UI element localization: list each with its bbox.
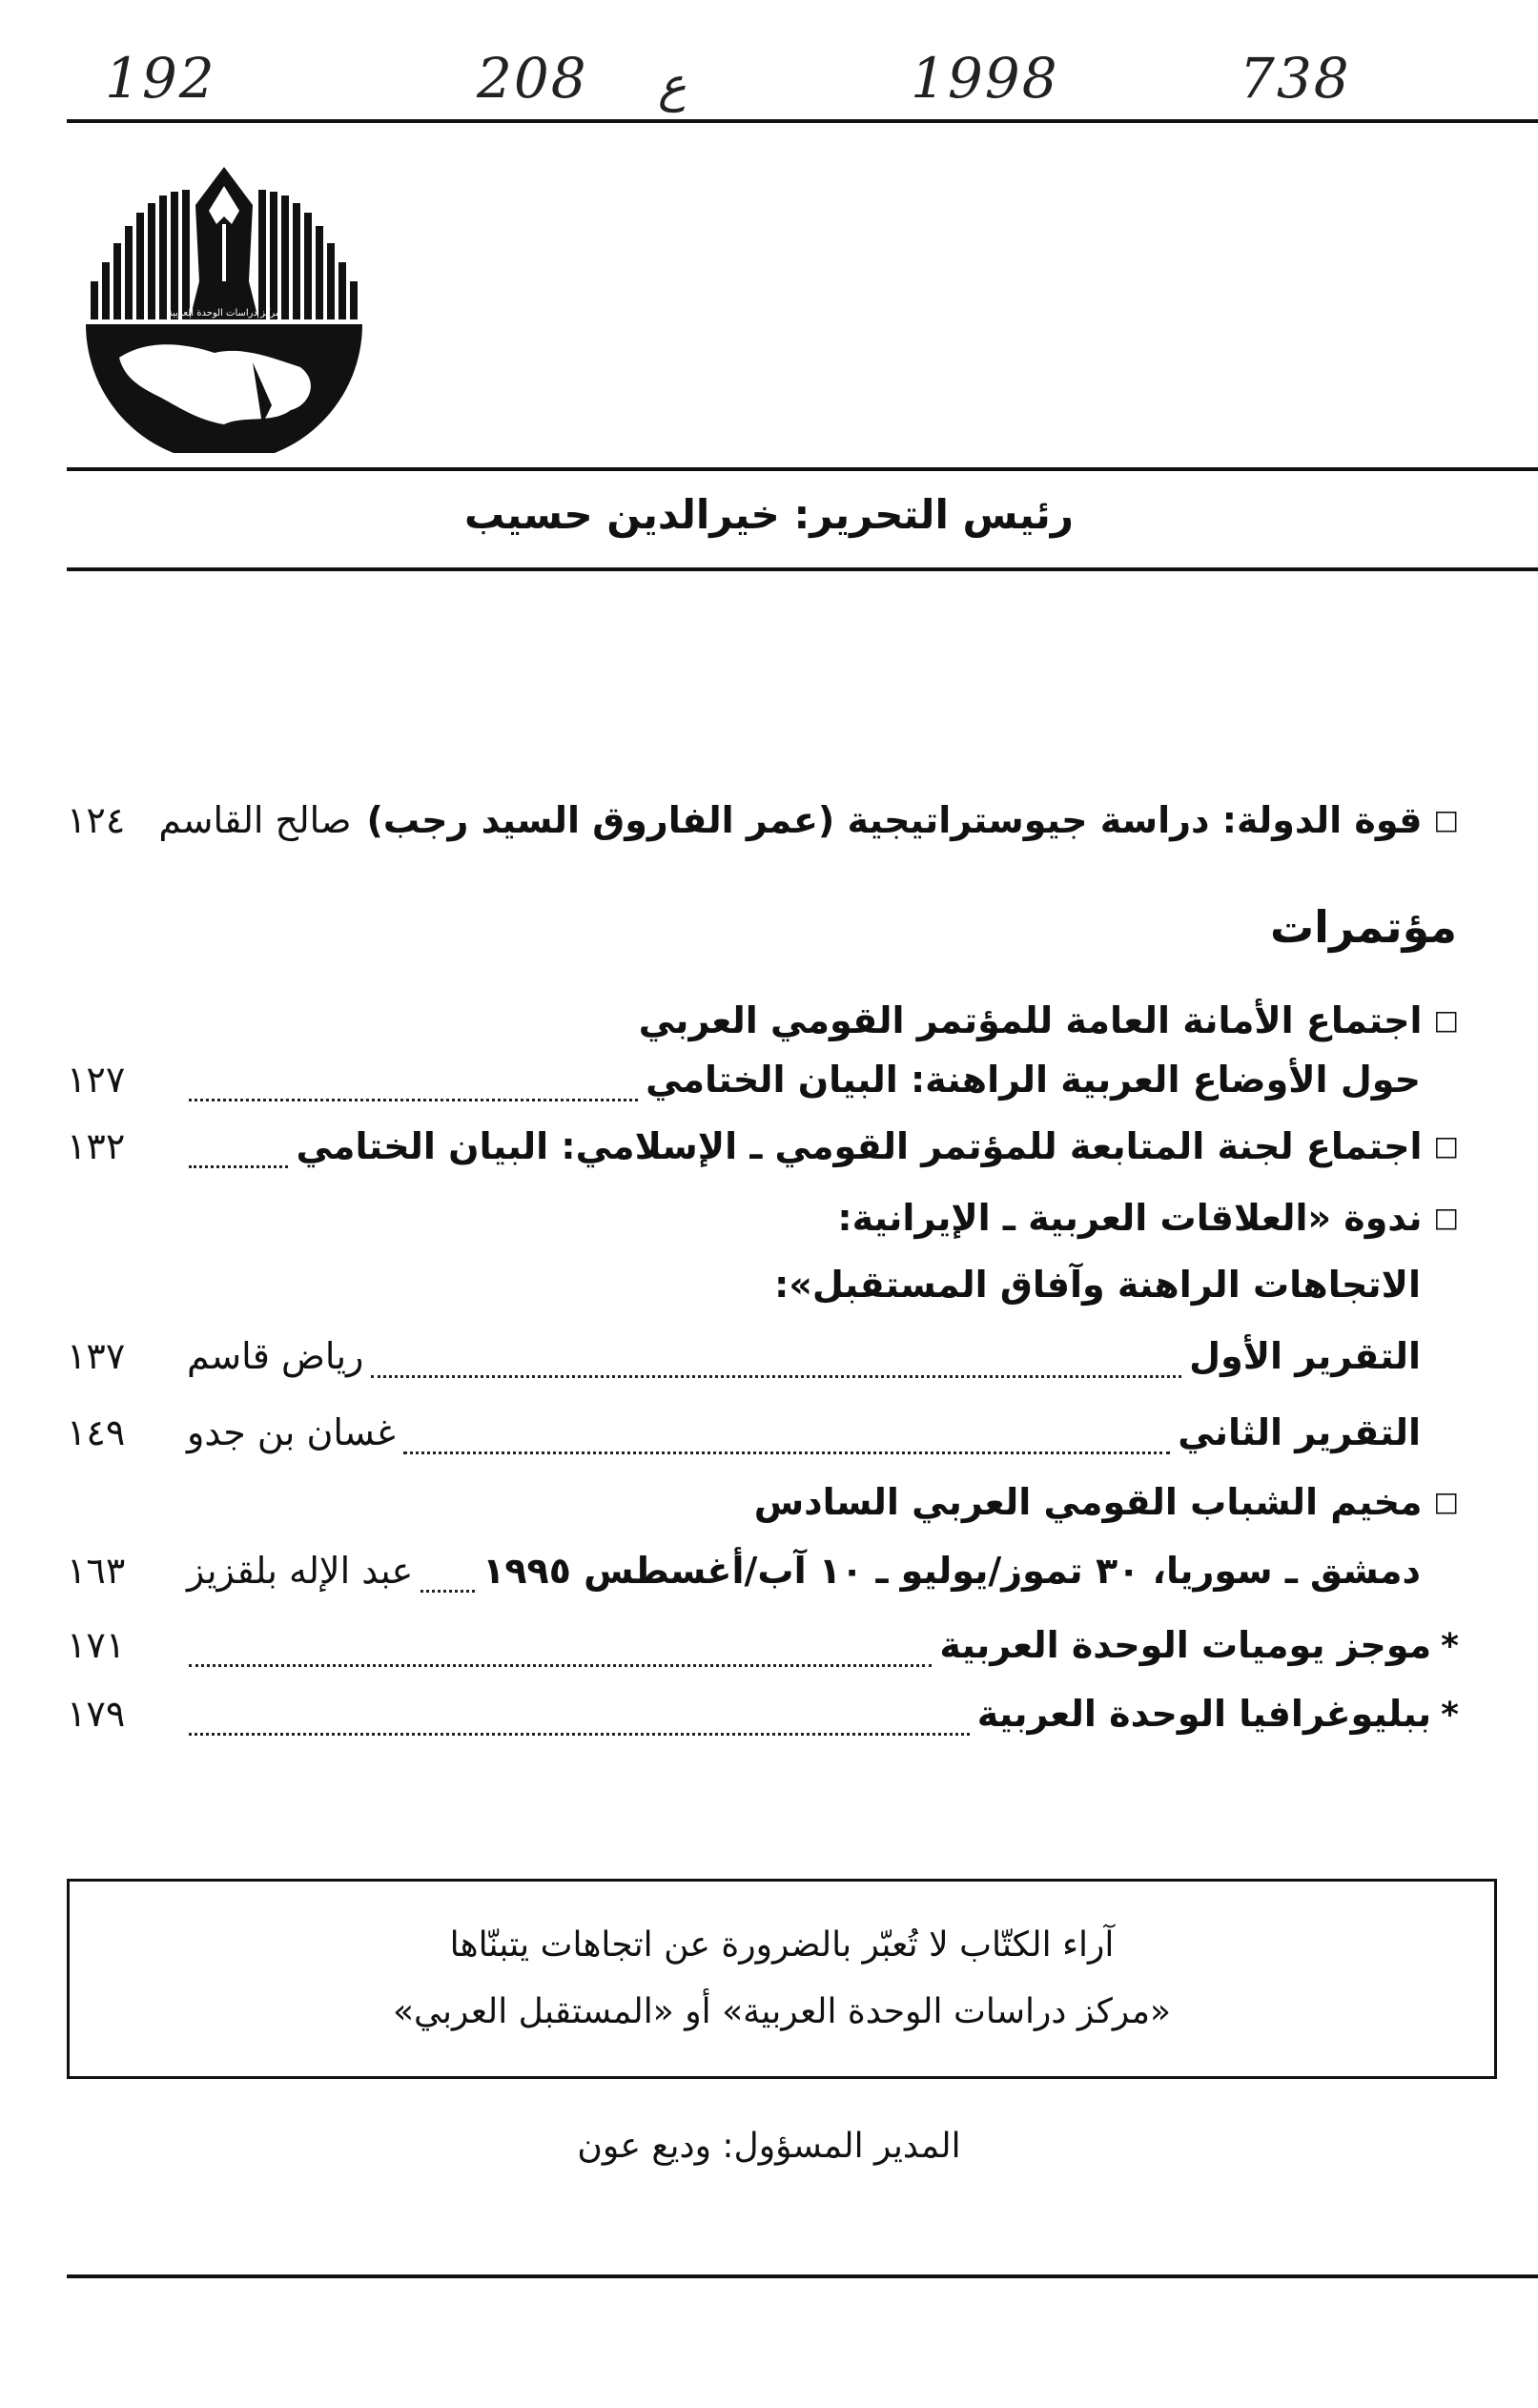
toc-item-4-line-1[interactable] — [67, 1197, 1459, 1256]
toc-item-4-sub1-author: رياض قاسم — [187, 1335, 364, 1377]
toc-item-2-title-line1: اجتماع الأمانة العامة للمؤتمر القومي العربي — [638, 999, 1423, 1041]
header-rule-lower — [67, 567, 1538, 571]
handwritten-right-number: 738 — [1240, 46, 1351, 111]
footer-rule — [67, 2274, 1538, 2278]
header-rule-upper — [67, 467, 1538, 471]
disclaimer-box — [67, 1879, 1497, 2079]
handwritten-left-number: 192 — [105, 46, 216, 111]
toc-item-1-author: صالح القاسم — [158, 799, 352, 841]
toc-item-4-sub1-title: التقرير الأول — [1189, 1335, 1421, 1377]
editor-in-chief: رئيس التحرير: خيرالدين حسيب — [464, 491, 1074, 538]
toc-item-5-title-line1: مخيم الشباب القومي العربي السادس — [753, 1481, 1423, 1523]
toc-item-2-line-1[interactable] — [67, 999, 1459, 1059]
logo-arc-text: مركز دراسات الوحدة العربية — [167, 308, 281, 319]
toc-item-5-author: عبد الإله بلقزيز — [187, 1550, 414, 1592]
toc-item-4-sub2-title: التقرير الثاني — [1178, 1411, 1421, 1453]
square-bullet-icon: □ — [1433, 804, 1459, 835]
handwritten-year: 1998 — [911, 46, 1059, 111]
square-bullet-icon: □ — [1433, 1202, 1459, 1233]
toc-item-3-page: ١٣٢ — [67, 1125, 126, 1167]
dot-leader — [189, 1165, 288, 1168]
toc-item-3-title: اجتماع لجنة المتابعة للمؤتمر القومي ـ الإسلامي: البيان الختامي — [296, 1125, 1423, 1167]
toc-item-5-page: ١٦٣ — [67, 1550, 126, 1592]
toc-item-2-title-line2: حول الأوضاع العربية الراهنة: البيان الختامي — [646, 1059, 1421, 1101]
toc-item-4-sub2-author: غسان بن جدو — [187, 1411, 396, 1453]
toc-item-4-sub2-page: ١٤٩ — [67, 1411, 126, 1453]
toc-item-5-line-1[interactable] — [67, 1481, 1459, 1540]
toc-item-6-title: موجز يوميات الوحدة العربية — [939, 1624, 1432, 1666]
dot-leader — [403, 1451, 1171, 1454]
toc-item-1[interactable] — [67, 799, 1459, 858]
toc-item-4-title-line1: ندوة «العلاقات العربية ـ الإيرانية: — [837, 1197, 1423, 1239]
handwritten-issue-number: 208 — [477, 46, 588, 111]
toc-item-6[interactable] — [67, 1624, 1459, 1683]
toc-item-6-page: ١٧١ — [67, 1624, 126, 1666]
section-title-conferences: مؤتمرات — [1269, 901, 1457, 953]
toc-item-4-title-line2: الاتجاهات الراهنة وآفاق المستقبل»: — [774, 1264, 1421, 1306]
dot-leader — [189, 1099, 638, 1101]
toc-item-7[interactable] — [67, 1693, 1459, 1752]
asterisk-bullet-icon: * — [1441, 1696, 1459, 1735]
disclaimer-line-1: آراء الكتّاب لا تُعبّر بالضرورة عن اتجاهات يتبنّاها — [449, 1925, 1115, 1965]
dot-leader — [371, 1375, 1181, 1378]
toc-item-3[interactable] — [67, 1125, 1459, 1184]
toc-item-1-page: ١٢٤ — [67, 799, 126, 841]
toc-item-4-sub1-page: ١٣٧ — [67, 1335, 126, 1377]
toc-item-5-title-line2: دمشق ـ سوريا، ٣٠ تموز/يوليو ـ ١٠ آب/أغسطس ١٩٩٥ — [482, 1550, 1421, 1592]
square-bullet-icon: □ — [1433, 1486, 1459, 1517]
toc-item-4-sub-2[interactable] — [67, 1411, 1459, 1471]
dot-leader — [420, 1590, 475, 1593]
square-bullet-icon: □ — [1433, 1130, 1459, 1162]
toc-item-7-title: ببليوغرافيا الوحدة العربية — [976, 1693, 1432, 1735]
dot-leader — [189, 1733, 970, 1736]
toc-item-4-sub-1[interactable] — [67, 1335, 1459, 1394]
managing-director: المدير المسؤول: وديع عون — [577, 2127, 961, 2166]
center-logo — [81, 167, 381, 453]
asterisk-bullet-icon: * — [1441, 1627, 1459, 1666]
toc-item-1-title: قوة الدولة: دراسة جيوستراتيجية (عمر الفاروق السيد رجب) — [366, 799, 1423, 841]
toc-item-7-page: ١٧٩ — [67, 1693, 126, 1735]
dot-leader — [189, 1664, 932, 1667]
toc-item-5-line-2[interactable] — [67, 1550, 1459, 1609]
toc-item-4-line-2 — [67, 1264, 1459, 1323]
top-rule — [67, 119, 1538, 123]
handwritten-issue-mark: ع — [658, 57, 687, 113]
toc-item-2-line-2[interactable] — [67, 1059, 1459, 1118]
disclaimer-line-2: «مركز دراسات الوحدة العربية» أو «المستقبل العربي» — [392, 1992, 1172, 2031]
square-bullet-icon: □ — [1433, 1004, 1459, 1036]
toc-item-2-page: ١٢٧ — [67, 1059, 126, 1101]
